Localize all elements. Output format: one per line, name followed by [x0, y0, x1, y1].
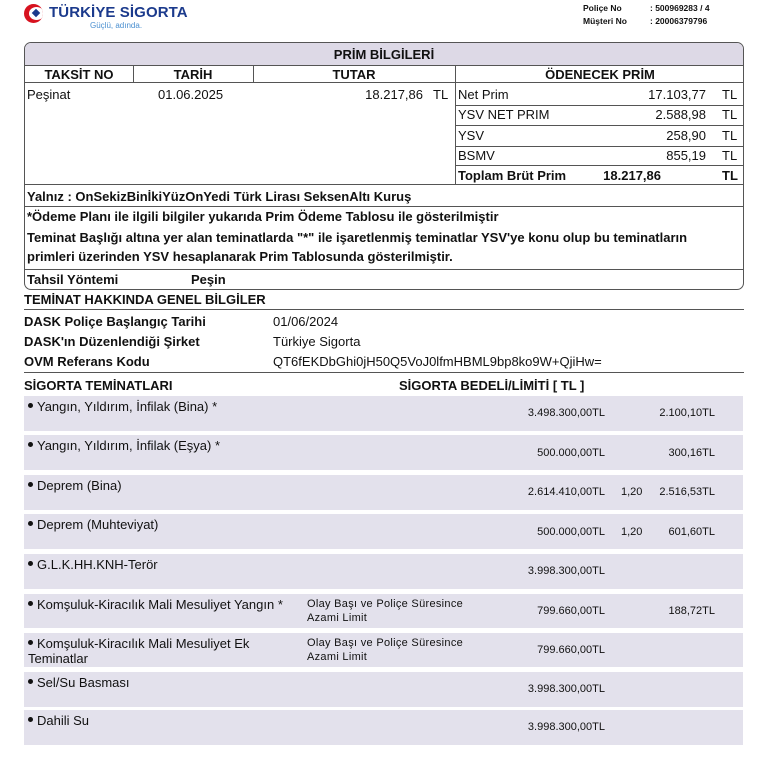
coverage-amount: 2.614.410,00TL	[527, 486, 605, 498]
divider	[25, 269, 744, 270]
coverage-row	[24, 554, 743, 589]
coverage-limit-header: SİGORTA BEDELİ/LİMİTİ [ TL ]	[399, 378, 585, 393]
ysv-currency: TL	[722, 128, 738, 143]
ysv-note-line2: primleri üzerinden YSV hesaplanarak Prim Tablosunda gösterilmiştir.	[27, 249, 453, 264]
bullet-icon	[28, 679, 33, 684]
bsmv-value: 855,19	[666, 148, 706, 163]
ysv-note-line1: Teminat Başlığı altına yer alan teminatlarda "*" ile işaretlenmiş teminatlar YSV'ye konu olup bu teminatların	[27, 230, 688, 245]
coverage-amount: 799.660,00TL	[537, 605, 605, 617]
dask-start-date-label: DASK Poliçe Başlangıç Tarihi	[24, 314, 206, 329]
ovm-ref-value: QT6fEKDbGhi0jH50Q5VoJ0lfmHBML9bp8ko9W+QjiHw=	[273, 354, 602, 369]
ysv-label: YSV	[458, 128, 485, 143]
coverage-row	[24, 514, 743, 549]
turkiye-sigorta-logo-icon	[24, 4, 43, 23]
musteri-no-value: : 20006379796	[650, 16, 708, 26]
coverage-amount: 799.660,00TL	[537, 644, 605, 656]
coverage-premium: 300,16TL	[668, 447, 715, 459]
installment-amount: 18.217,86	[365, 87, 423, 102]
divider	[253, 66, 254, 83]
installment-currency: TL	[433, 87, 449, 102]
coverage-name: G.L.K.HH.KNH-Terör	[28, 557, 158, 572]
musteri-no-label: Müşteri No	[583, 16, 627, 26]
dask-company-label: DASK'ın Düzenlendiği Şirket	[24, 334, 200, 349]
bullet-icon	[28, 640, 33, 645]
divider	[25, 206, 744, 207]
bullet-icon	[28, 717, 33, 722]
divider	[24, 372, 744, 373]
coverage-rate: 1,20	[621, 486, 643, 498]
bullet-icon	[28, 482, 33, 487]
coverage-premium: 2.100,10TL	[659, 407, 715, 419]
coverage-amount: 500.000,00TL	[537, 526, 605, 538]
divider	[455, 105, 744, 106]
divider	[24, 309, 744, 310]
bullet-icon	[28, 601, 33, 606]
prim-info-panel	[24, 42, 744, 290]
installment-date: 01.06.2025	[158, 87, 224, 102]
divider	[455, 125, 744, 126]
police-no-label: Poliçe No	[583, 3, 622, 13]
collection-method-value: Peşin	[191, 272, 226, 287]
coverage-amount: 500.000,00TL	[537, 447, 605, 459]
total-value: 18.217,86	[603, 168, 661, 183]
net-prim-value: 17.103,77	[648, 87, 706, 102]
divider	[455, 165, 744, 166]
coverage-amount: 3.998.300,00TL	[527, 683, 605, 695]
ysv-net-prim-label: YSV NET PRIM	[458, 107, 550, 122]
coverage-name: Yangın, Yıldırım, İnfilak (Bina) *	[28, 399, 217, 414]
coverage-name: Komşuluk-Kiracılık Mali Mesuliyet Ek Teminatlar	[28, 636, 250, 666]
coverage-premium: 601,60TL	[668, 526, 715, 538]
teminat-info-title: TEMİNAT HAKKINDA GENEL BİLGİLER	[24, 292, 266, 307]
collection-method-label: Tahsil Yöntemi	[27, 272, 119, 287]
coverage-row	[24, 475, 743, 510]
col-tarih: TARİH	[133, 66, 253, 83]
total-currency: TL	[722, 168, 738, 183]
payment-plan-note: *Ödeme Planı ile ilgili bilgiler yukarıda Prim Ödeme Tablosu ile gösterilmiştir	[27, 209, 499, 224]
total-label: Toplam Brüt Prim	[458, 168, 567, 183]
brand-slogan: Güçlü, adında.	[90, 21, 143, 30]
coverage-row	[24, 633, 743, 667]
bsmv-currency: TL	[722, 148, 738, 163]
coverage-name: Deprem (Muhteviyat)	[28, 517, 158, 532]
coverage-row	[24, 672, 743, 707]
coverage-rate: 1,20	[621, 526, 643, 538]
police-no-value: : 500969283 / 4	[650, 3, 710, 13]
bullet-icon	[28, 521, 33, 526]
coverage-amount: 3.498.300,00TL	[527, 407, 605, 419]
coverage-name: Dahili Su	[28, 713, 89, 728]
bsmv-label: BSMV	[458, 148, 495, 163]
amount-in-words: Yalnız : OnSekizBinİkiYüzOnYedi Türk Lirası SeksenAltı Kuruş	[27, 189, 412, 204]
ysv-value: 258,90	[666, 128, 706, 143]
dask-company-value: Türkiye Sigorta	[273, 334, 361, 349]
coverage-name: Komşuluk-Kiracılık Mali Mesuliyet Yangın *	[28, 597, 313, 612]
coverage-limit-text: Olay Başı ve Poliçe Süresince Azami Limit	[307, 598, 464, 624]
coverages-title: SİGORTA TEMİNATLARI	[24, 378, 173, 393]
coverage-name: Yangın, Yıldırım, İnfilak (Eşya) *	[28, 438, 220, 453]
installment-no: Peşinat	[27, 87, 71, 102]
col-taksit-no: TAKSİT NO	[25, 66, 133, 83]
coverage-limit-text: Olay Başı ve Poliçe Süresince Azami Limit	[307, 637, 464, 663]
divider	[133, 66, 134, 83]
col-odenecek-prim: ÖDENECEK PRİM	[455, 66, 744, 83]
ysv-net-prim-currency: TL	[722, 107, 738, 122]
ysv-net-prim-value: 2.588,98	[655, 107, 706, 122]
prim-title: PRİM BİLGİLERİ	[25, 43, 743, 66]
coverage-row	[24, 435, 743, 470]
coverage-premium: 188,72TL	[668, 605, 715, 617]
coverage-amount: 3.998.300,00TL	[527, 565, 605, 577]
coverage-row	[24, 710, 743, 745]
coverage-name: Deprem (Bina)	[28, 478, 122, 493]
ovm-ref-label: OVM Referans Kodu	[24, 354, 150, 369]
brand-name: TÜRKİYE SİGORTA	[49, 4, 188, 21]
coverage-premium: 2.516,53TL	[659, 486, 715, 498]
coverage-name: Sel/Su Basması	[28, 675, 130, 690]
bullet-icon	[28, 442, 33, 447]
net-prim-currency: TL	[722, 87, 738, 102]
coverage-row	[24, 594, 743, 628]
dask-start-date-value: 01/06/2024	[273, 314, 339, 329]
col-tutar: TUTAR	[253, 66, 455, 83]
divider	[25, 184, 744, 185]
net-prim-label: Net Prim	[458, 87, 509, 102]
coverage-row	[24, 396, 743, 431]
bullet-icon	[28, 403, 33, 408]
bullet-icon	[28, 561, 33, 566]
coverage-amount: 3.998.300,00TL	[527, 721, 605, 733]
divider	[455, 146, 744, 147]
